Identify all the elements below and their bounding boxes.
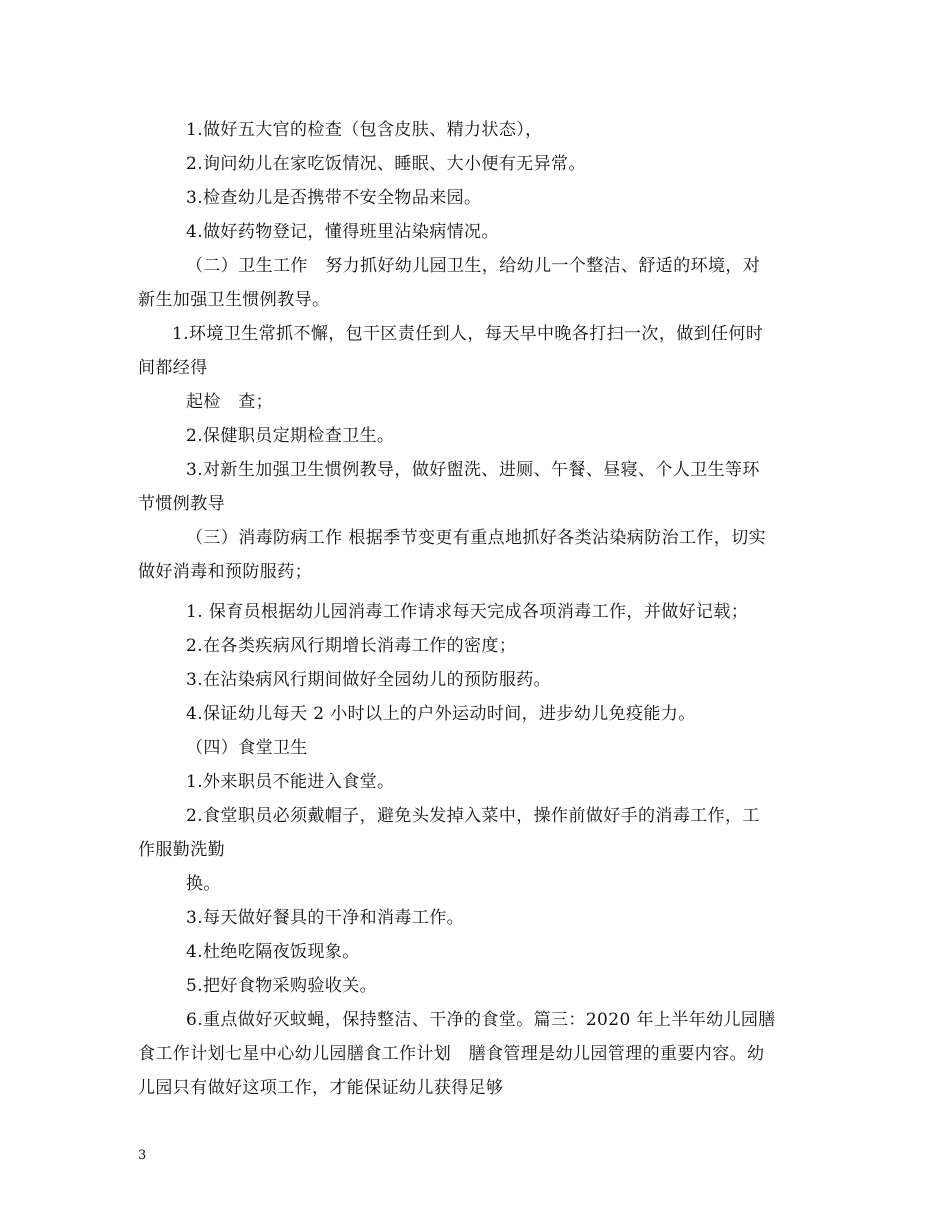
text-line: 新生加强卫生惯例教导。: [138, 290, 330, 310]
text-line: 2.食堂职员必须戴帽子，避免头发掉入菜中，操作前做好手的消毒工作，工: [186, 806, 760, 826]
text-line: 儿园只有做好这项工作，才能保证幼儿获得足够: [138, 1078, 504, 1098]
text-line: 4.做好药物登记，懂得班里沾染病情况。: [186, 222, 499, 242]
text-line: 5.把好食物采购验收关。: [186, 976, 378, 996]
text-line: 1. 保育员根据幼儿园消毒工作请求每天完成各项消毒工作，并做好记载；: [186, 602, 749, 622]
text-line: 2.询问幼儿在家吃饭情况、睡眠、大小便有无异常。: [186, 154, 586, 174]
text-line: 节惯例教导: [138, 494, 225, 514]
text-line: 1.环境卫生常抓不懈，包干区责任到人，每天早中晚各打扫一次，做到任何时: [172, 324, 764, 344]
text-line: （三）消毒防病工作 根据季节变更有重点地抓好各类沾染病防治工作，切实: [186, 528, 767, 548]
text-line: 间都经得: [138, 358, 208, 378]
text-line: 3.检查幼儿是否携带不安全物品来园。: [186, 188, 482, 208]
text-line: 1.外来职员不能进入食堂。: [186, 772, 395, 792]
text-line: （四）食堂卫生: [186, 738, 308, 758]
page-number: 3: [138, 1148, 147, 1163]
text-line: 3.在沾染病风行期间做好全园幼儿的预防服药。: [186, 670, 552, 690]
text-line: 3.每天做好餐具的干净和消毒工作。: [186, 908, 465, 928]
text-line: 换。: [186, 874, 221, 894]
text-line: 4.杜绝吃隔夜饭现象。: [186, 942, 360, 962]
text-line: 作服勤洗勤: [138, 840, 225, 860]
text-line: 6.重点做好灭蚊蝇，保持整洁、干净的食堂。篇三：2020 年上半年幼儿园膳: [186, 1010, 776, 1030]
text-line: 做好消毒和预防服药；: [138, 562, 312, 582]
text-line: 起检 查；: [186, 392, 273, 412]
text-line: 3.对新生加强卫生惯例教导，做好盥洗、进厕、午餐、昼寝、个人卫生等环: [186, 460, 760, 480]
text-line: 2.在各类疾病风行期增长消毒工作的密度；: [186, 636, 517, 656]
text-line: 4.保证幼儿每天 2 小时以上的户外运动时间，进步幼儿免疫能力。: [186, 704, 696, 724]
text-line: 2.保健职员定期检查卫生。: [186, 426, 395, 446]
text-line: 食工作计划七星中心幼儿园膳食工作计划 膳食管理是幼儿园管理的重要内容。幼: [138, 1044, 765, 1064]
text-line: （二）卫生工作 努力抓好幼儿园卫生，给幼儿一个整洁、舒适的环境，对: [186, 256, 761, 276]
text-line: 1.做好五大官的检查（包含皮肤、精力状态），: [186, 120, 543, 140]
